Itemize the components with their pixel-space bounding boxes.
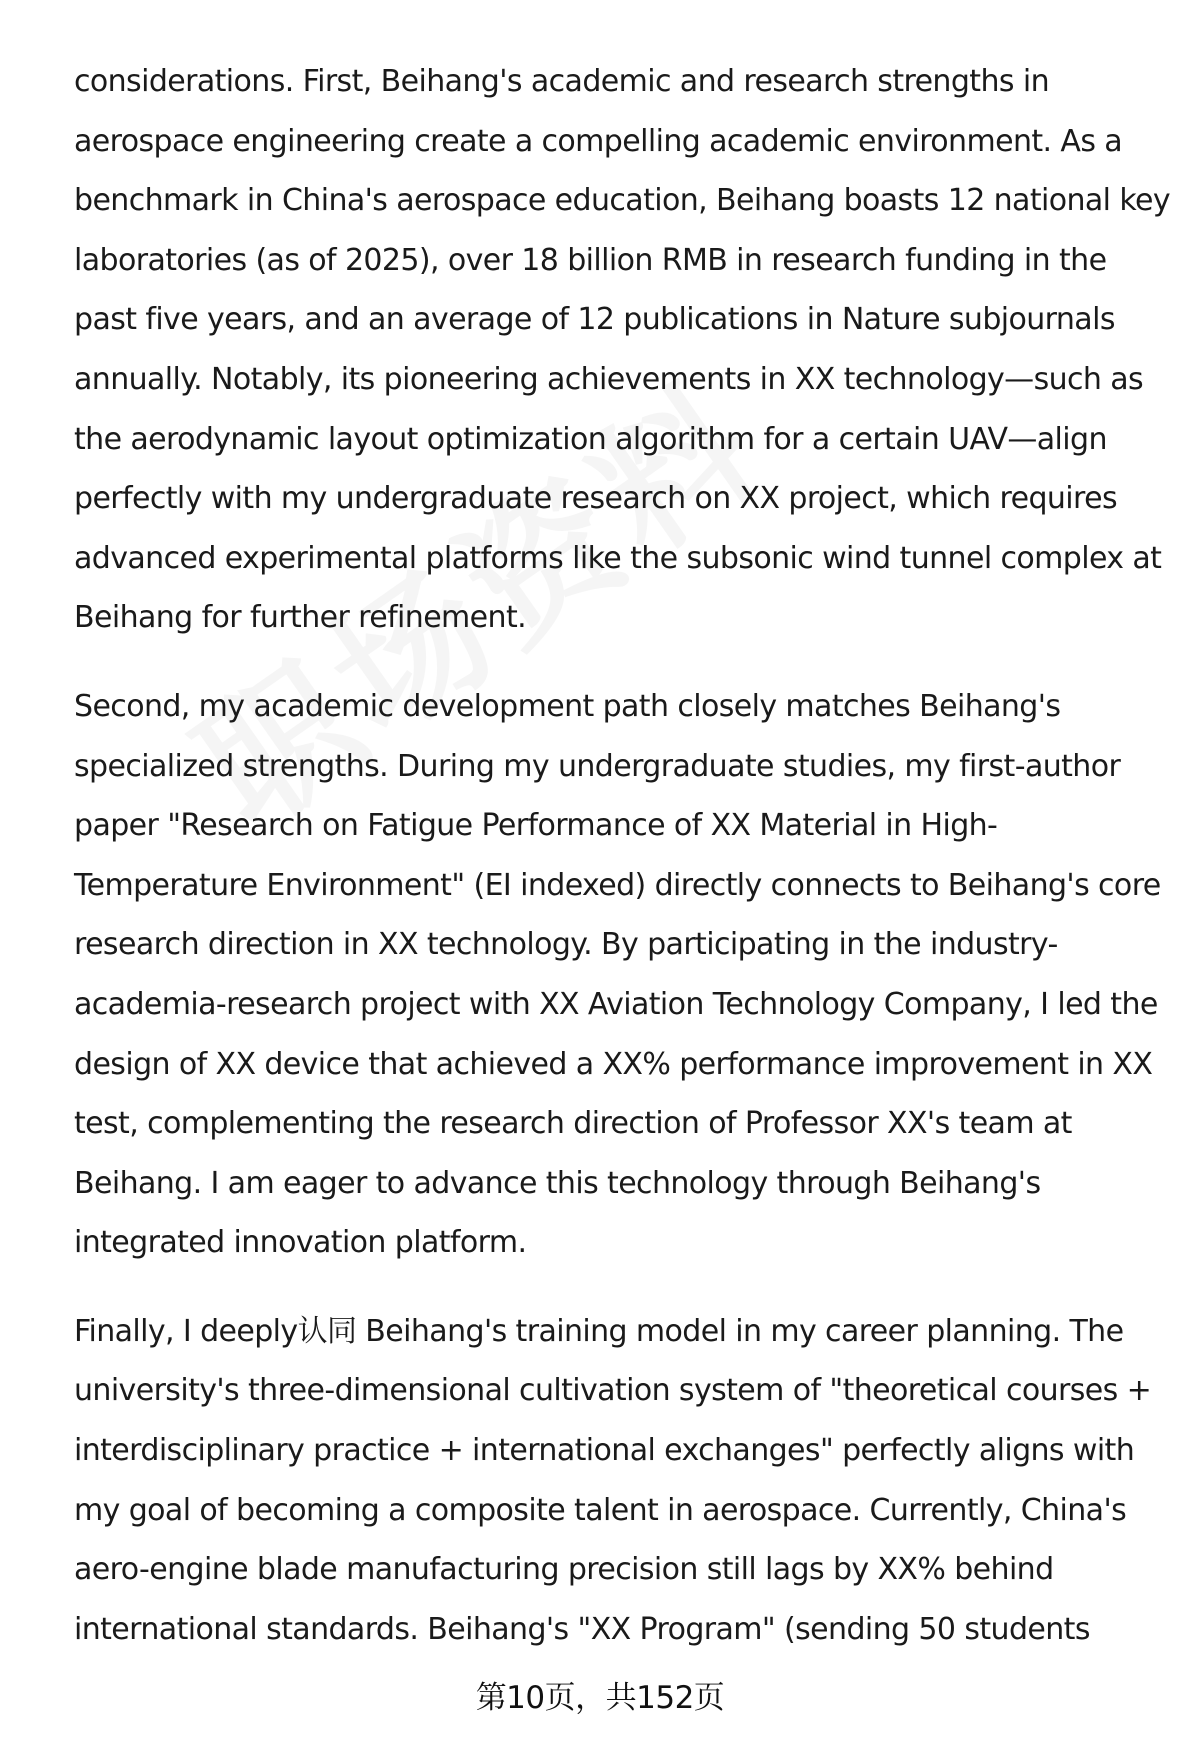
paragraph-career-planning: Finally, I deeply认同 Beihang's training model in my career planning. The university's three-dimensional cultivation system of "theoretical courses + interdisciplinary practice + international exchanges" perfectly aligns with my goal of becoming a composite talent in aerospace. Currently, China's aero-engine blade manufacturing precision still lags by XX% behind international standards. Beihang's "XX Program" (sending 50 students <box>74 1313 1152 1647</box>
document-body <box>74 52 1174 1659</box>
paragraph-academic-path: Second, my academic development path closely matches Beihang's specialized strengths. During my undergraduate studies, my first-author paper "Research on Fatigue Performance of XX Material in High-Temperature Environment" (EI indexed) directly connects to Beihang's core research direction in XX technology. By participating in the industry-academia-research project with XX Aviation Technology Company, I led the design of XX device that achieved a XX% performance improvement in XX test, complementing the research direction of Professor XX's team at Beihang. I am eager to advance this technology through Beihang's integrated innovation platform. <box>74 688 1161 1261</box>
page-number-footer: 第10页，共152页 <box>475 1680 725 1716</box>
paragraph-beihang-strengths: considerations. First, Beihang's academic and research strengths in aerospace engineering create a compelling academic environment. As a benchmark in China's aerospace education, Beihang boasts 12 national key laboratories (as of 2025), over 18 billion RMB in research funding in the past five years, and an average of 12 publications in Nature subjournals annually. Notably, its pioneering achievements in XX technology—such as the aerodynamic layout optimization algorithm for a certain UAV—align perfectly with my undergraduate research on XX project, which requires advanced experimental platforms like the subsonic wind tunnel complex at Beihang for further refinement. <box>74 64 1171 636</box>
